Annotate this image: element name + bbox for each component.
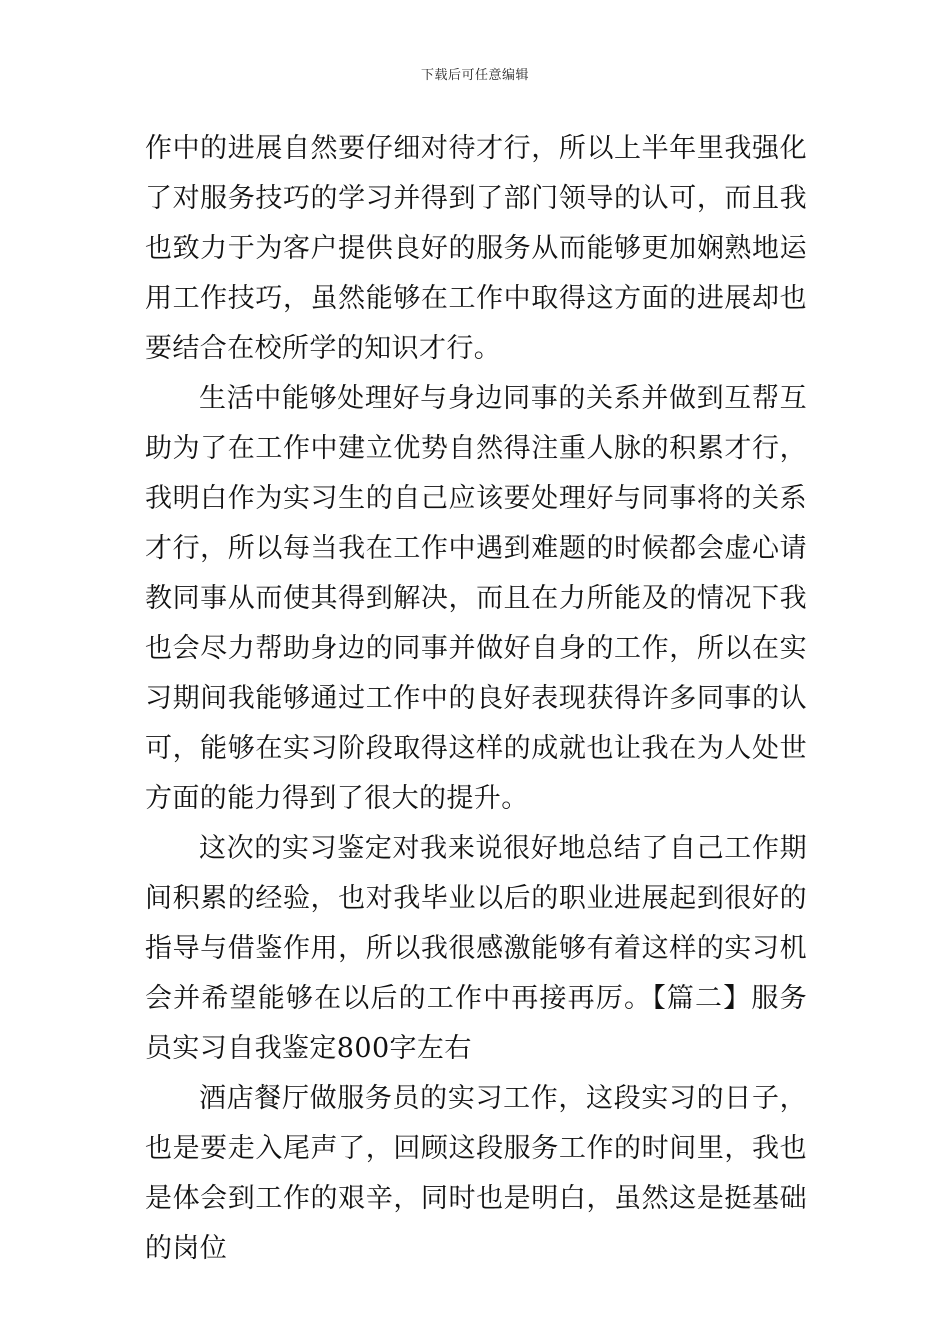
paragraph-4: 酒店餐厅做服务员的实习工作，这段实习的日子，也是要走入尾声了，回顾这段服务工作的时间里，我也是体会到工作的艰辛，同时也是明白，虽然这是挺基础的岗位 xyxy=(145,1083,807,1264)
document-body xyxy=(145,124,807,1274)
paragraph-1: 作中的进展自然要仔细对待才行，所以上半年里我强化了对服务技巧的学习并得到了部门领导的认可，而且我也致力于为客户提供良好的服务从而能够更加娴熟地运用工作技巧，虽然能够在工作中取得这方面的进展却也要结合在校所学的知识才行。 xyxy=(145,133,807,364)
paragraph-3: 这次的实习鉴定对我来说很好地总结了自己工作期间积累的经验，也对我毕业以后的职业进展起到很好的指导与借鉴作用，所以我很感激能够有着这样的实习机会并希望能够在以后的工作中再接再厉。【篇二】服务员实习自我鉴定800字左右 xyxy=(145,833,807,1064)
page-header: 下载后可任意编辑 xyxy=(420,68,529,83)
paragraph-2: 生活中能够处理好与身边同事的关系并做到互帮互助为了在工作中建立优势自然得注重人脉的积累才行，我明白作为实习生的自己应该要处理好与同事将的关系才行，所以每当我在工作中遇到难题的时候都会虚心请教同事从而使其得到解决，而且在力所能及的情况下我也会尽力帮助身边的同事并做好自身的工作，所以在实习期间我能够通过工作中的良好表现获得许多同事的认可，能够在实习阶段取得这样的成就也让我在为人处世方面的能力得到了很大的提升。 xyxy=(145,383,807,814)
